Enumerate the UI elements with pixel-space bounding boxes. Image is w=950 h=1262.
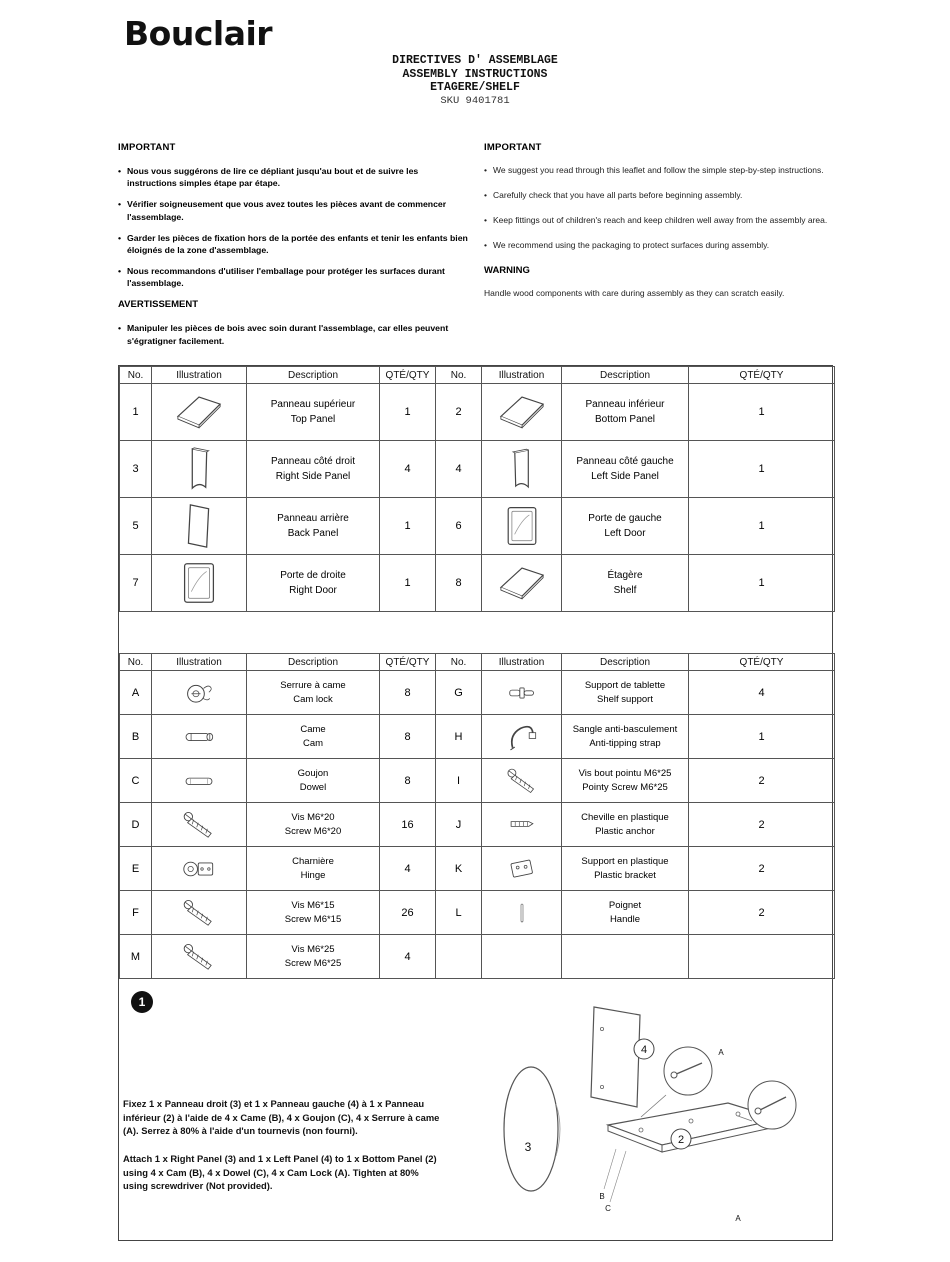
part-no: 2 (436, 384, 482, 441)
hardware-qty: 1 (689, 715, 835, 759)
hardware-illustration (152, 891, 247, 935)
panel-3-label: 3 (524, 1140, 532, 1154)
part-description: Panneau arrière Back Panel (247, 498, 380, 555)
table-gap (119, 612, 832, 653)
notes-french-column (118, 142, 470, 356)
hardware-description: Vis M6*15 Screw M6*15 (247, 891, 380, 935)
hardware-no: D (120, 803, 152, 847)
step-1-section (119, 979, 832, 1242)
panel-3-shape (504, 1067, 558, 1191)
hardware-label-b: B (599, 1192, 605, 1201)
part-illustration (482, 555, 562, 612)
col-header-qty: QTÉ/QTY (380, 654, 436, 671)
hardware-label-a2: A (735, 1214, 741, 1223)
hardware-no: I (436, 759, 482, 803)
part-description: Panneau côté gauche Left Side Panel (562, 441, 689, 498)
part-qty: 1 (380, 555, 436, 612)
sku-label: SKU 9401781 (440, 94, 510, 107)
hardware-qty: 8 (380, 759, 436, 803)
table-row (120, 935, 835, 979)
cam-icon (171, 719, 227, 755)
hardware-illustration (482, 715, 562, 759)
col-header-illustration: Illustration (152, 367, 247, 384)
hardware-illustration (482, 671, 562, 715)
part-qty: 4 (380, 441, 436, 498)
hardware-illustration (152, 935, 247, 979)
part-no: 4 (436, 441, 482, 498)
part-qty: 1 (689, 384, 835, 441)
parts-header-row (120, 367, 835, 384)
step-text-fr: Fixez 1 x Panneau droit (3) et 1 x Panneau gauche (4) à 1 x Panneau inférieur (2) à l'aide de 4 x Came (B), 4 x Goujon (C), 4 x Serrure à came (A). Serrez à 80% à l'aide d'un tournevis (non fourni). (123, 1098, 440, 1137)
hardware-description: Sangle anti-basculement Anti-tipping strap (562, 715, 689, 759)
col-header-no: No. (120, 367, 152, 384)
table-row (120, 847, 835, 891)
hardware-header-row (120, 654, 835, 671)
part-description: Panneau supérieur Top Panel (247, 384, 380, 441)
note-bullet-fr: • Vérifier soigneusement que vous avez toutes les pièces avant de commencer l'assemblage. (118, 198, 470, 222)
part-no: 3 (120, 441, 152, 498)
warning-heading-fr: AVERTISSEMENT (118, 299, 199, 311)
hardware-description: Charnière Hinge (247, 847, 380, 891)
screw-icon (173, 938, 225, 976)
part-qty: 1 (689, 441, 835, 498)
part-illustration (482, 384, 562, 441)
hardware-qty: 4 (689, 671, 835, 715)
hardware-no: A (120, 671, 152, 715)
part-description: Porte de droite Right Door (247, 555, 380, 612)
shelf-support-icon (497, 675, 547, 711)
hardware-table (119, 653, 835, 979)
left-side-panel-icon (495, 445, 549, 493)
hardware-qty: 26 (380, 891, 436, 935)
hardware-illustration (482, 891, 562, 935)
hardware-no: G (436, 671, 482, 715)
part-qty: 1 (380, 498, 436, 555)
step-instructions (123, 1097, 441, 1193)
hardware-illustration (482, 759, 562, 803)
col-header-qty: QTÉ/QTY (689, 367, 835, 384)
part-description: Porte de gauche Left Door (562, 498, 689, 555)
col-header-no: No. (436, 367, 482, 384)
step-text-en: Attach 1 x Right Panel (3) and 1 x Left Panel (4) to 1 x Bottom Panel (2) using 4 x Cam (B), 4 x Dowel (C), 4 x Cam Lock (A). Tighten at 80% using screwdriver (Not provided). (123, 1152, 437, 1192)
table-row (120, 891, 835, 935)
hardware-illustration (482, 803, 562, 847)
hardware-qty-empty (689, 935, 835, 979)
warning-text-en: Handle wood components with care during assembly as they can scratch easily. (484, 287, 785, 298)
right-door-icon (170, 559, 228, 607)
callout-circle (748, 1081, 796, 1129)
part-no: 1 (120, 384, 152, 441)
part-description: Panneau inférieur Bottom Panel (562, 384, 689, 441)
hardware-illustration (152, 759, 247, 803)
hardware-no: E (120, 847, 152, 891)
table-row (120, 671, 835, 715)
warning-heading-en: WARNING (484, 264, 530, 276)
hardware-qty: 2 (689, 759, 835, 803)
hardware-no: C (120, 759, 152, 803)
hardware-qty: 4 (380, 935, 436, 979)
part-description: Étagère Shelf (562, 555, 689, 612)
col-header-illustration: Illustration (482, 654, 562, 671)
callout-circle (664, 1047, 712, 1095)
part-illustration (482, 498, 562, 555)
part-description: Panneau côté droit Right Side Panel (247, 441, 380, 498)
panel-4-shape (591, 1007, 640, 1107)
hardware-qty: 8 (380, 715, 436, 759)
hardware-no: K (436, 847, 482, 891)
hardware-description-empty (562, 935, 689, 979)
col-header-qty: QTÉ/QTY (380, 367, 436, 384)
hardware-description: Came Cam (247, 715, 380, 759)
hardware-qty: 2 (689, 891, 835, 935)
note-bullet-en: • Carefully check that you have all parts before beginning assembly. (484, 190, 833, 202)
hardware-qty: 2 (689, 803, 835, 847)
part-no: 8 (436, 555, 482, 612)
plastic-bracket-icon (497, 851, 547, 887)
pointy-screw-icon (498, 763, 546, 799)
col-header-no: No. (120, 654, 152, 671)
part-illustration (152, 498, 247, 555)
right-side-panel-icon (170, 445, 228, 493)
step-number-badge: 1 (131, 991, 153, 1013)
note-bullet-fr: • Garder les pièces de fixation hors de la portée des enfants et tenir les enfants bien éloignés de la zone d'assemblage. (118, 232, 470, 256)
note-bullet-fr: • Nous recommandons d'utiliser l'emballage pour protéger les surfaces durant l'assemblage. (118, 265, 470, 289)
hardware-no: M (120, 935, 152, 979)
hardware-illustration (152, 803, 247, 847)
part-illustration (152, 384, 247, 441)
hardware-no: L (436, 891, 482, 935)
notes-english-column (482, 142, 833, 356)
col-header-illustration: Illustration (152, 654, 247, 671)
hardware-illustration (152, 715, 247, 759)
table-row (120, 759, 835, 803)
part-illustration (152, 555, 247, 612)
hinge-icon (171, 850, 227, 888)
hardware-description: Poignet Handle (562, 891, 689, 935)
hardware-no: F (120, 891, 152, 935)
part-qty: 1 (689, 498, 835, 555)
col-header-description: Description (562, 367, 689, 384)
table-row (120, 555, 835, 612)
hardware-no: J (436, 803, 482, 847)
brand-logo: Bouclair (124, 14, 273, 53)
part-qty: 1 (380, 384, 436, 441)
hardware-description: Vis bout pointu M6*25 Pointy Screw M6*25 (562, 759, 689, 803)
part-no: 5 (120, 498, 152, 555)
note-bullet-en: • We recommend using the packaging to protect surfaces during assembly. (484, 240, 833, 252)
part-qty: 1 (689, 555, 835, 612)
panel-4-label: 4 (640, 1044, 648, 1056)
handle-icon (507, 894, 537, 932)
col-header-illustration: Illustration (482, 367, 562, 384)
note-bullet-en: • Keep fittings out of children's reach and keep children well away from the assembly area. (484, 215, 833, 227)
title-line-en: ASSEMBLY INSTRUCTIONS (402, 67, 548, 81)
hardware-no-empty (436, 935, 482, 979)
hardware-description: Goujon Dowel (247, 759, 380, 803)
col-header-description: Description (562, 654, 689, 671)
back-panel-icon (170, 502, 228, 550)
table-row (120, 498, 835, 555)
col-header-qty: QTÉ/QTY (689, 654, 835, 671)
hardware-description: Support de tablette Shelf support (562, 671, 689, 715)
table-row (120, 715, 835, 759)
document-title (0, 54, 950, 107)
anti-tipping-strap-icon (497, 719, 547, 755)
title-line-product: ETAGERE/SHELF (430, 81, 520, 95)
hardware-no: B (120, 715, 152, 759)
hardware-description: Vis M6*20 Screw M6*20 (247, 803, 380, 847)
col-header-description: Description (247, 654, 380, 671)
cam-lock-icon (173, 674, 225, 712)
hardware-label-c: C (605, 1204, 611, 1213)
content-box (118, 365, 833, 1241)
note-bullet-en: • We suggest you read through this leaflet and follow the simple step-by-step instructions. (484, 165, 833, 177)
hardware-description: Serrure à came Cam lock (247, 671, 380, 715)
table-row (120, 441, 835, 498)
part-no: 6 (436, 498, 482, 555)
hardware-description: Vis M6*25 Screw M6*25 (247, 935, 380, 979)
assembly-diagram (476, 999, 826, 1231)
col-header-no: No. (436, 654, 482, 671)
col-header-description: Description (247, 367, 380, 384)
important-notes (118, 142, 833, 356)
important-heading-fr: IMPORTANT (118, 142, 176, 153)
warning-bullet-fr: • Manipuler les pièces de bois avec soin durant l'assemblage, car elles peuvent s'égratigner facilement. (118, 322, 470, 346)
table-row (120, 384, 835, 441)
part-no: 7 (120, 555, 152, 612)
table-row (120, 803, 835, 847)
hardware-label-a: A (718, 1048, 724, 1057)
panel-2-label: 2 (677, 1134, 685, 1146)
left-door-icon (494, 503, 550, 549)
plastic-anchor-icon (497, 808, 547, 842)
note-bullet-fr: • Nous vous suggérons de lire ce dépliant jusqu'au bout et de suivre les instructions simples étape par étape. (118, 165, 470, 189)
part-illustration (482, 441, 562, 498)
hardware-no: H (436, 715, 482, 759)
hardware-illustration (152, 671, 247, 715)
parts-table (119, 366, 835, 612)
hardware-qty: 8 (380, 671, 436, 715)
top-panel-icon (164, 390, 234, 434)
part-illustration (152, 441, 247, 498)
hardware-illustration-empty (482, 935, 562, 979)
hardware-description: Cheville en plastique Plastic anchor (562, 803, 689, 847)
screw-icon (173, 806, 225, 844)
bottom-panel-icon (489, 390, 555, 434)
hardware-qty: 16 (380, 803, 436, 847)
dowel-icon (171, 763, 227, 799)
important-heading-en: IMPORTANT (484, 142, 542, 153)
screw-icon (173, 894, 225, 932)
hardware-qty: 2 (689, 847, 835, 891)
hardware-illustration (152, 847, 247, 891)
hardware-qty: 4 (380, 847, 436, 891)
hardware-description: Support en plastique Plastic bracket (562, 847, 689, 891)
shelf-icon (489, 561, 555, 605)
title-line-fr: DIRECTIVES D' ASSEMBLAGE (392, 54, 558, 67)
hardware-illustration (482, 847, 562, 891)
